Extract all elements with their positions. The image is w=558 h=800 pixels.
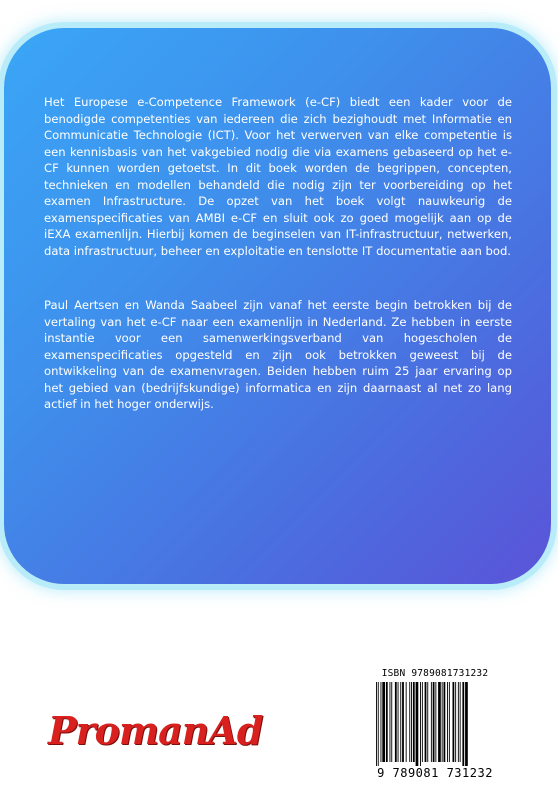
barcode-bar — [391, 682, 392, 762]
barcode-bar — [395, 682, 397, 762]
barcode-bar — [458, 682, 459, 762]
barcode-bar — [444, 682, 446, 762]
barcode-bar — [460, 682, 461, 762]
description-paragraph-2: Paul Aertsen en Wanda Saabeel zijn vanaf het eerste begin betrokken bij de vertaling van het e-CF naar een examenlijn in Nederland. Ze hebben in eerste instantie voor een samenwerkingsverband van hogescholen de examenspecificaties opgesteld en zijn ook betrokken geweest bij de ontwikkeling van de examenvragen. Beiden hebben ruim 25 jaar ervaring op het gebied van (bedrijfskundige) informatica en zijn daarnaast al net zo lang actief in het hoger onderwijs. — [44, 298, 512, 411]
barcode-bar — [462, 682, 464, 766]
barcode-bar — [465, 682, 468, 766]
barcode-icon — [370, 682, 500, 766]
barcode-bar — [378, 682, 379, 766]
barcode-bar — [425, 682, 427, 762]
barcode-bar — [442, 682, 443, 762]
barcode-bar — [406, 682, 407, 762]
barcode-bar — [400, 682, 401, 762]
description-text — [44, 94, 512, 413]
barcode-bar — [402, 682, 404, 762]
description-paragraph-1: Het Europese e-Competence Framework (e-CF) biedt een kader voor de benodigde competenties van iedereen die zich bezighoudt met Informatie en Communicatie Technologie (ICT). Voor het verwerven van elke competentie is een kennisbasis van het vakgebied nodig die via examens gebaseerd op het e-CF kunnen worden getoetst. In dit boek worden de begrippen, concepten, technieken en modellen behandeld die nodig zijn ter voorbereiding op het examen Infrastructure. De opzet van het boek volgt nauwkeurig de examenspecificaties van AMBI e-CF en sluit ook zo goed mogelijk aan op de iEXA examenlijn. Hierbij komen de beginselen van IT-infrastructuur, netwerken, data infrastructuur, beheer en exploitatie en tenslotte IT documentatie aan bod. — [44, 95, 512, 258]
barcode-bar — [422, 682, 423, 762]
isbn-digits: 9 789081 731232 — [377, 766, 493, 780]
barcode-bar — [447, 682, 448, 762]
barcode-bar — [398, 682, 399, 762]
barcode-bar — [420, 682, 421, 766]
isbn-barcode — [370, 668, 500, 784]
barcode-bar — [382, 682, 385, 762]
barcode-bar — [438, 682, 441, 762]
description-panel — [4, 28, 551, 584]
barcode-bar — [453, 682, 455, 762]
barcode-bar — [455, 682, 456, 762]
publisher-logo: PromanAd — [48, 708, 263, 753]
barcode-bar — [376, 682, 377, 766]
isbn-label: ISBN 9789081731232 — [381, 668, 489, 679]
barcode-bar — [390, 682, 391, 762]
barcode-bar — [427, 682, 428, 762]
barcode-bar — [433, 682, 435, 762]
barcode-bar — [431, 682, 432, 762]
barcode-bar — [411, 682, 412, 762]
barcode-bar — [409, 682, 410, 762]
barcode-bar — [449, 682, 450, 762]
barcode-bar — [413, 682, 415, 762]
barcode-bar — [386, 682, 388, 762]
barcode-bar — [416, 682, 419, 766]
barcode-bar — [435, 682, 436, 762]
barcode-bar — [381, 682, 382, 762]
